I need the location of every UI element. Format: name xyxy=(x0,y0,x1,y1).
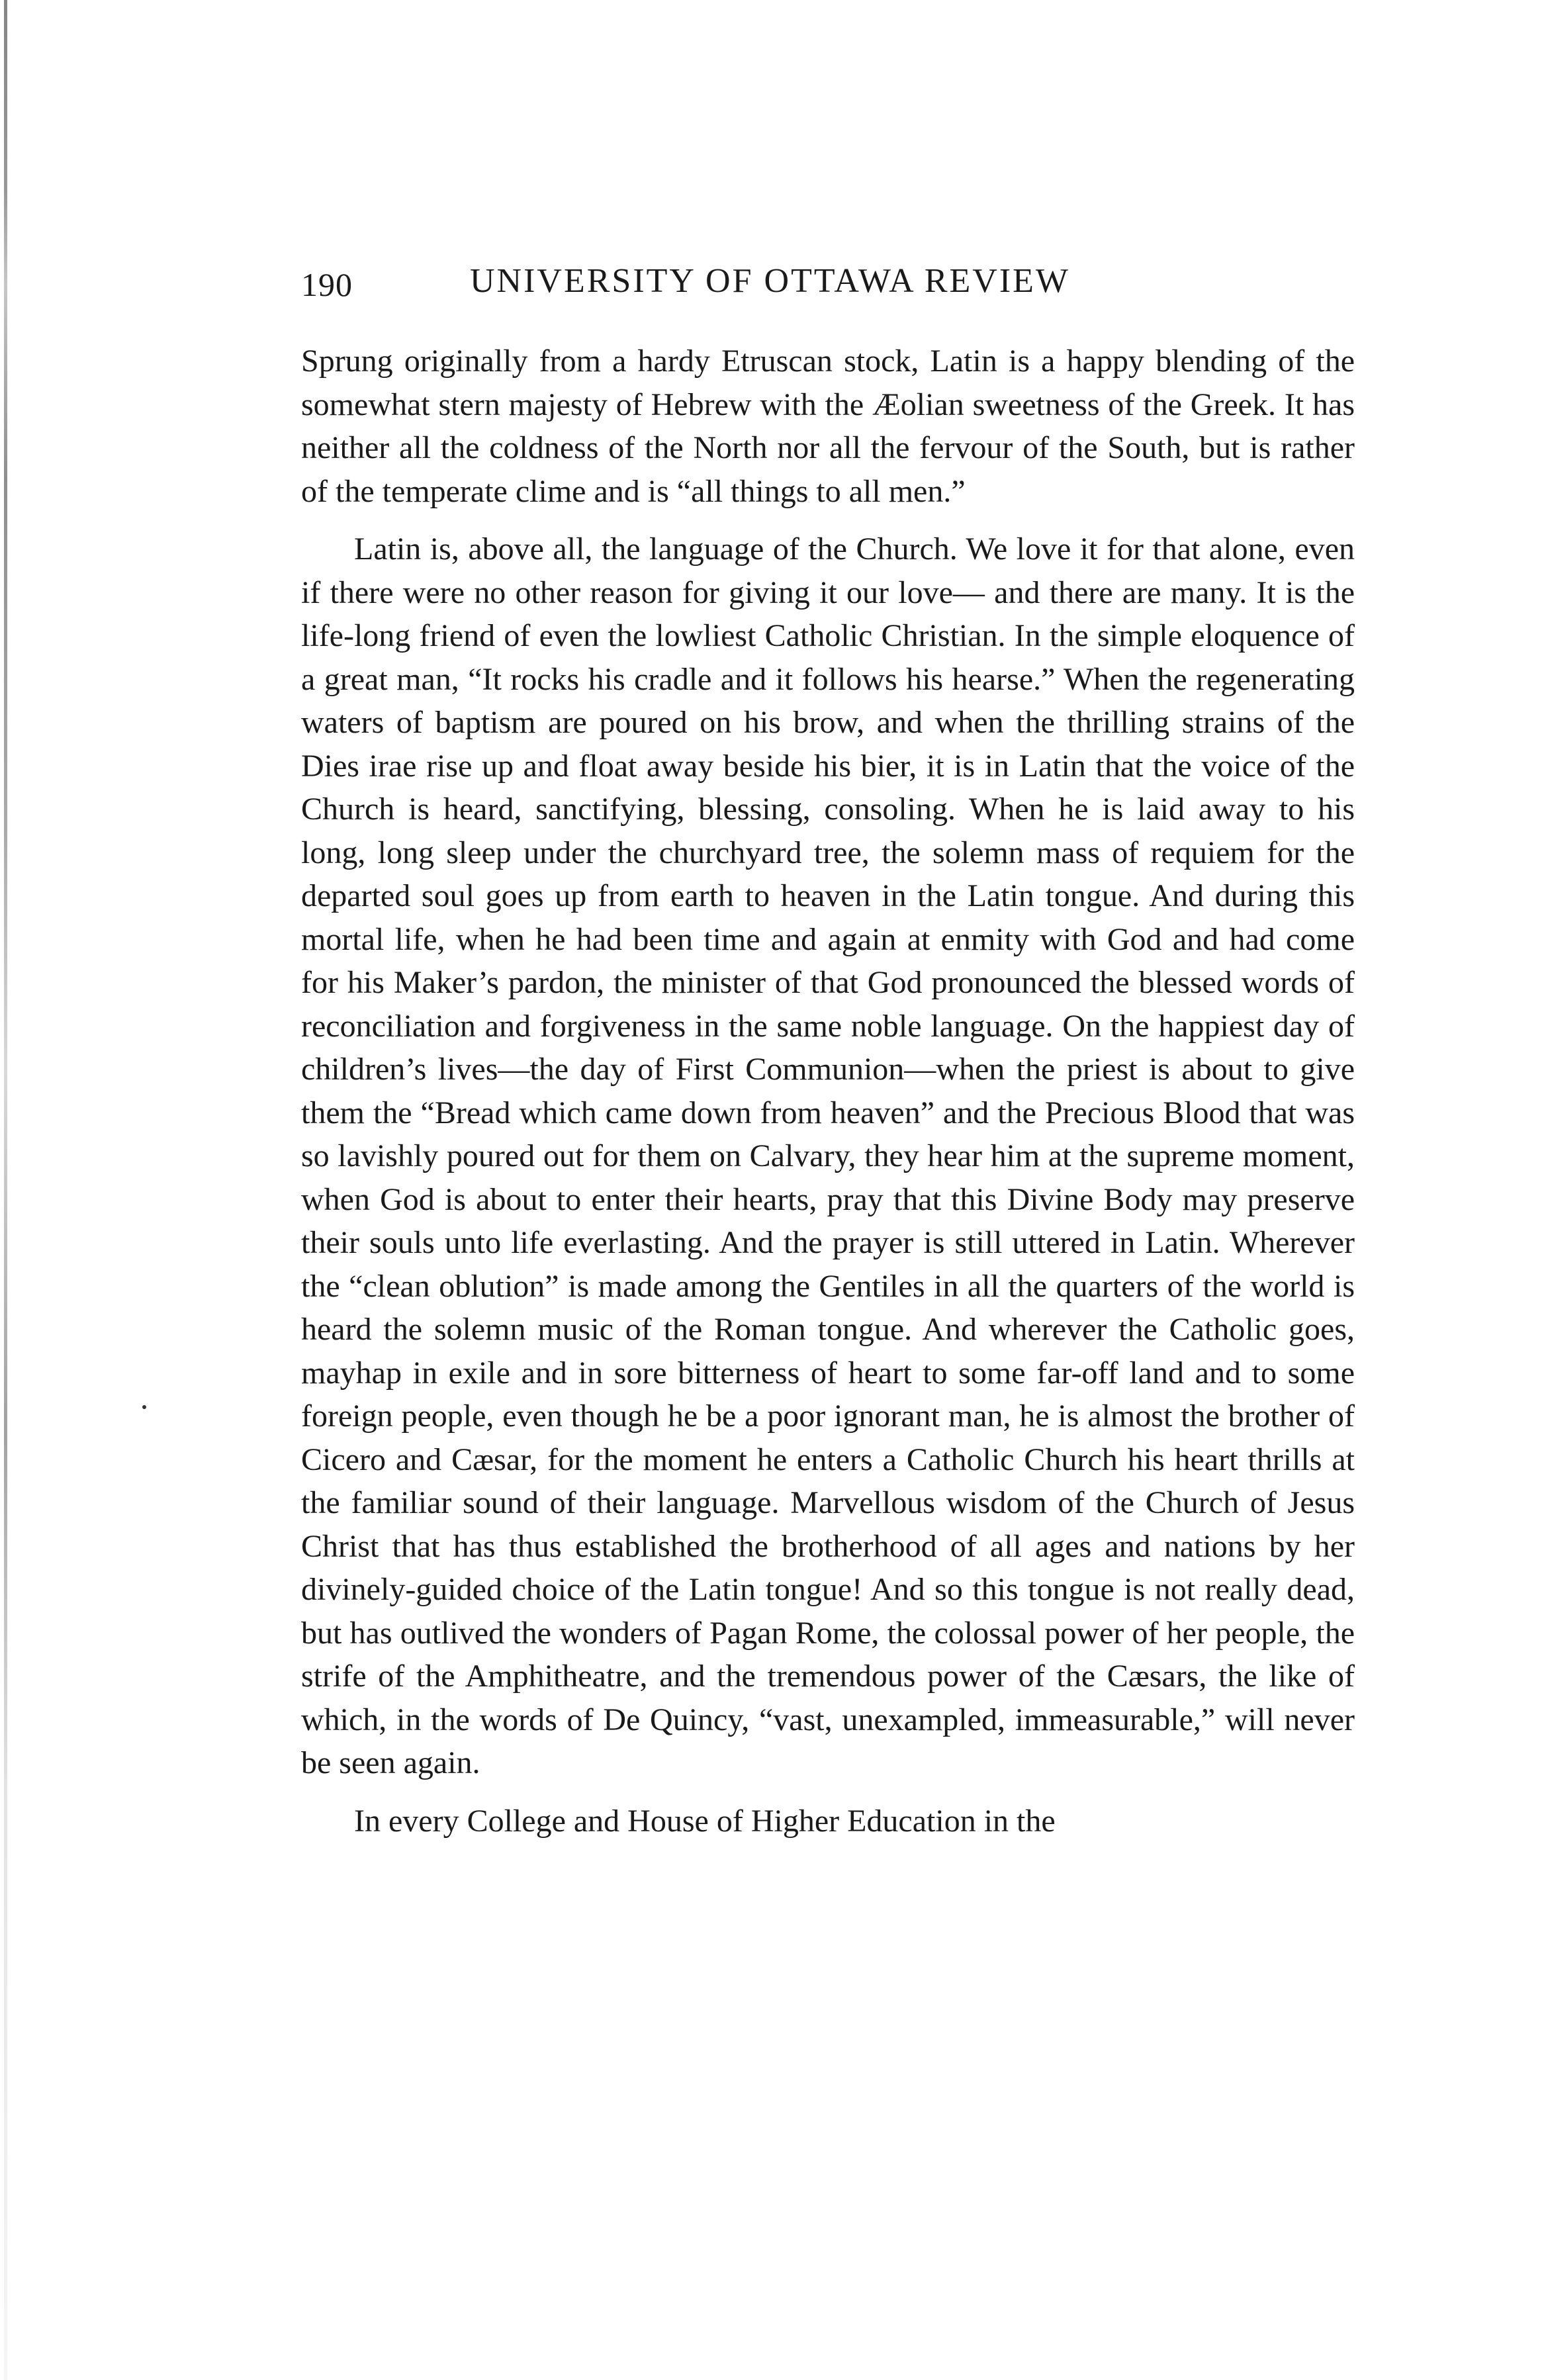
page-number: 190 xyxy=(301,266,353,303)
paragraph: Latin is, above all, the language of the Church. We love it for that alone, even if there were no other reason for giving it our love— and there are many. It is the life-long friend of even the lowliest Catholic Christian. In the simple eloquence of a great man, “It rocks his cradle and it follows his hearse.” When the regenerating waters of baptism are poured on his brow, and when the thrilling strains of the Dies irae rise up and float away beside his bier, it is in Latin that the voice of the Church is heard, sanctifying, blessing, consoling. When he is laid away to his long, long sleep under the churchyard tree, the solemn mass of requiem for the departed soul goes up from earth to heaven in the Latin tongue. And during this mortal life, when he had been time and again at enmity with God and had come for his Maker’s pardon, the minister of that God pronounced the blessed words of reconciliation and forgiveness in the same noble language. On the happiest day of children’s lives—the day of First Communion—when the priest is about to give them the “Bread which came down from heaven” and the Precious Blood that was so lavishly poured out for them on Calvary, they hear him at the supreme moment, when God is about to enter their hearts, pray that this Divine Body may preserve their souls unto life everlasting. And the prayer is still uttered in Latin. Wherever the “clean oblution” is made among the Gentiles in all the quarters of the world is heard the solemn music of the Roman tongue. And wherever the Catholic goes, mayhap in exile and in sore bitterness of heart to some far-off land and to some foreign people, even though he be a poor ignorant man, he is almost the brother of Cicero and Cæsar, for the moment he enters a Catholic Church his heart thrills at the familiar sound of their language. Marvellous wisdom of the Church of Jesus Christ that has thus established the brotherhood of all ages and nations by her divinely-guided choice of the Latin tongue! And so this tongue is not really dead, but has outlived the wonders of Pagan Rome, the colossal power of her people, the strife of the Amphitheatre, and the tremendous power of the Cæsars, the like of which, in the words of De Quincy, “vast, unexampled, immeasurable,” will never be seen again. xyxy=(301,531,1355,1780)
page xyxy=(301,261,1355,1843)
article-body xyxy=(301,340,1355,1843)
paragraph: In every College and House of Higher Education in the xyxy=(354,1803,1056,1839)
running-title: UNIVERSITY OF OTTAWA REVIEW xyxy=(470,262,1070,300)
ink-speck xyxy=(142,1405,146,1409)
page-header xyxy=(301,261,1355,308)
scan-edge xyxy=(4,0,7,2380)
paragraph: Sprung originally from a hardy Etruscan stock, Latin is a happy blending of the somewhat stern majesty of Hebrew with the Æolian sweetness of the Greek. It has neither all the coldness of the North nor all the fervour of the South, but is rather of the temperate clime and is “all things to all men.” xyxy=(301,343,1355,509)
